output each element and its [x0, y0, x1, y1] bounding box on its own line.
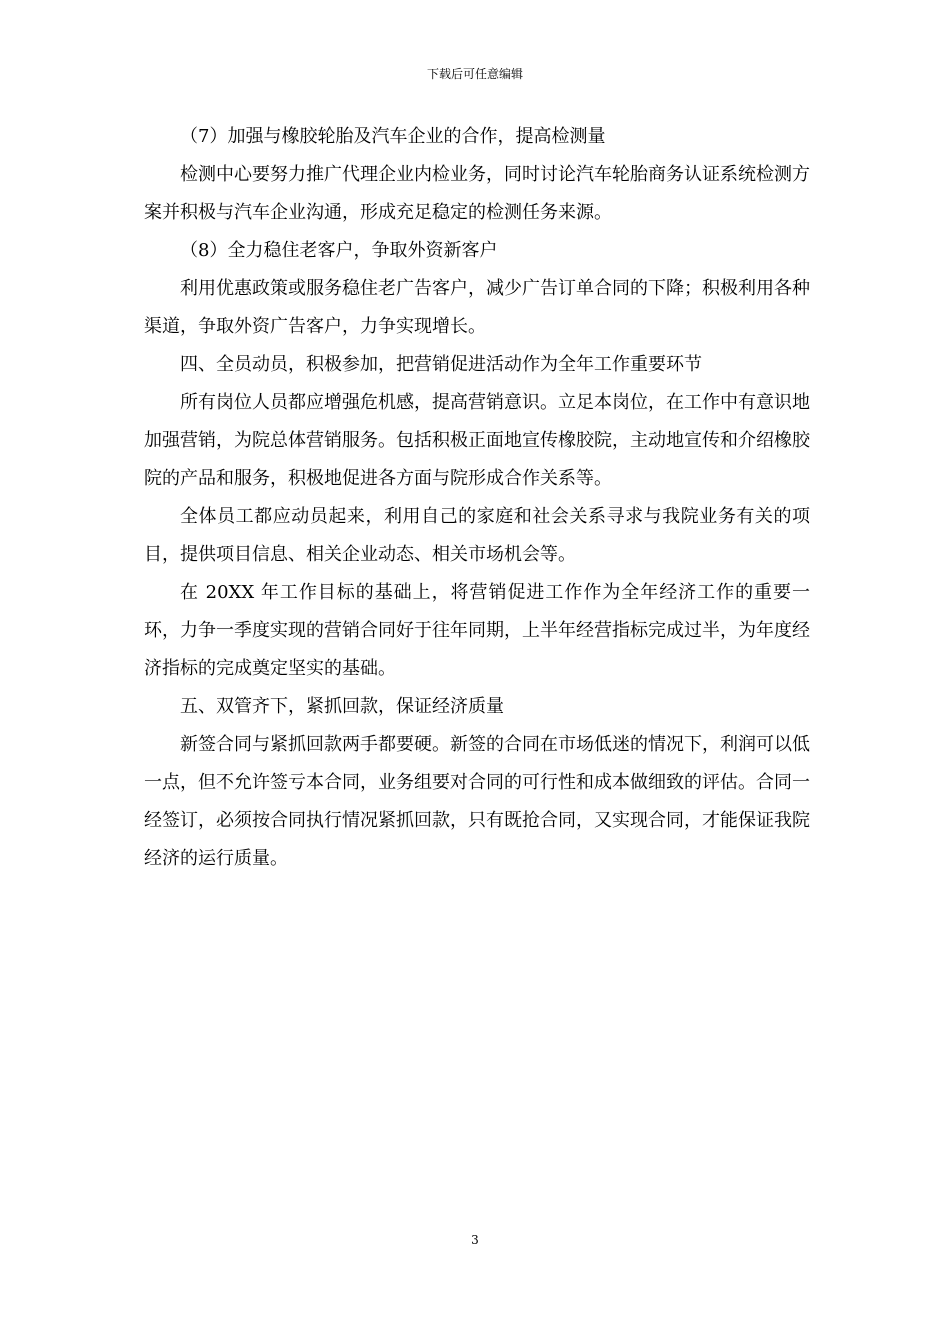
- paragraph: 所有岗位人员都应增强危机感，提高营销意识。立足本岗位，在工作中有意识地加强营销，为院总体营销服务。包括积极正面地宣传橡胶院，主动地宣传和介绍橡胶院的产品和服务，积极地促进各方面与院形成合作关系等。: [144, 392, 810, 489]
- paragraph: 新签合同与紧抓回款两手都要硬。新签的合同在市场低迷的情况下，利润可以低一点，但不允许签亏本合同，业务组要对合同的可行性和成本做细致的评估。合同一经签订，必须按合同执行情况紧抓回款，只有既抢合同，又实现合同，才能保证我院经济的运行质量。: [144, 734, 810, 869]
- section-heading: 四、全员动员，积极参加，把营销促进活动作为全年工作重要环节: [180, 354, 702, 375]
- paragraph: （8）全力稳住老客户，争取外资新客户: [180, 240, 498, 261]
- page-number: 3: [471, 1233, 479, 1247]
- paragraph: 利用优惠政策或服务稳住老广告客户，减少广告订单合同的下降；积极利用各种渠道，争取外资广告客户，力争实现增长。: [144, 278, 810, 337]
- paragraph: 在 20XX 年工作目标的基础上，将营销促进工作作为全年经济工作的重要一环，力争一季度实现的营销合同好于往年同期，上半年经营指标完成过半，为年度经济指标的完成奠定坚实的基础。: [144, 582, 810, 679]
- document-body: [144, 118, 810, 878]
- paragraph: 全体员工都应动员起来，利用自己的家庭和社会关系寻求与我院业务有关的项目，提供项目信息、相关企业动态、相关市场机会等。: [144, 506, 810, 565]
- paragraph: 检测中心要努力推广代理企业内检业务，同时讨论汽车轮胎商务认证系统检测方案并积极与汽车企业沟通，形成充足稳定的检测任务来源。: [144, 164, 810, 223]
- section-heading: 五、双管齐下，紧抓回款，保证经济质量: [180, 696, 504, 717]
- page-header: 下载后可任意编辑: [426, 67, 523, 81]
- paragraph: （7）加强与橡胶轮胎及汽车企业的合作，提高检测量: [180, 126, 606, 147]
